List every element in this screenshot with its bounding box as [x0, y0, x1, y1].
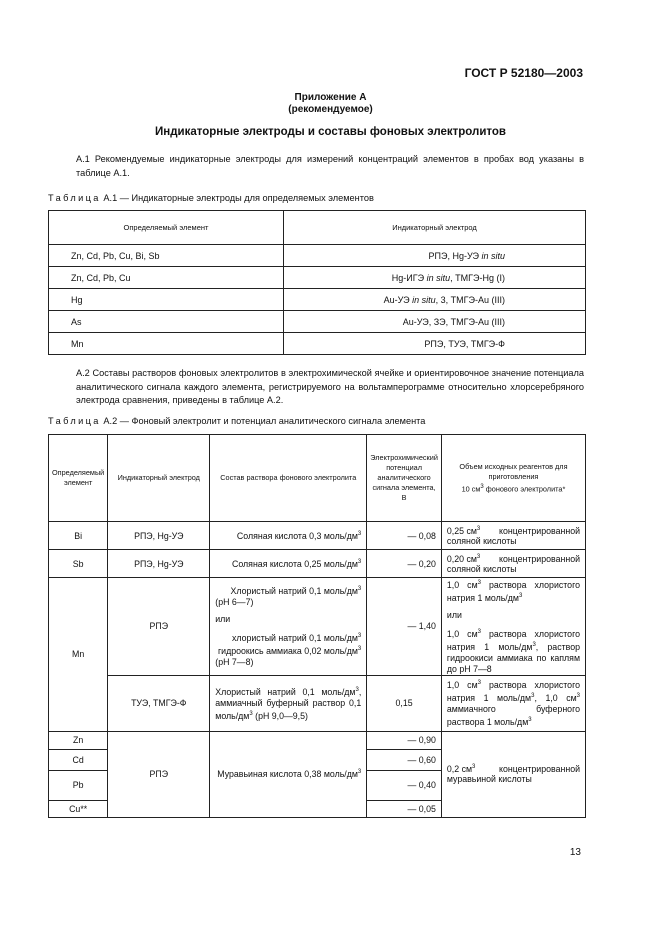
reagent-amount: 0,25 см — [446, 525, 477, 536]
reagent-desc: раствора хлористого натрия 1 моль/дм — [446, 680, 580, 704]
sup: 3 — [357, 558, 362, 565]
reagent-line — [447, 554, 580, 564]
table-cell — [284, 267, 586, 289]
element-cell: Cu** — [49, 800, 108, 817]
electrode-suffix: , ТМГЭ-Hg (I) — [450, 272, 505, 283]
table-header-cell: Определяемый элемент — [49, 211, 284, 245]
reagent-cell — [441, 522, 585, 550]
sup: 3 — [249, 710, 253, 717]
composition-line — [215, 644, 361, 657]
electrode-italic: in situ — [426, 272, 451, 283]
composition-cell — [210, 731, 367, 817]
header-potential: Электрохимический потенциал аналитического сигнала элемента, В — [367, 435, 442, 522]
table-header-row — [49, 211, 586, 245]
table-row — [49, 311, 586, 333]
potential-cell: — 0,40 — [367, 770, 442, 800]
potential-cell: — 0,20 — [367, 550, 442, 578]
header-reagents-a: Объем исходных реагентов для приготовления — [459, 461, 568, 481]
element-cell: Mn — [49, 578, 108, 732]
reagent-cell — [441, 675, 585, 731]
reagent-amount: 1,0 см — [446, 628, 478, 639]
sup: 3 — [576, 693, 580, 700]
sup: 3 — [472, 764, 476, 771]
table-cell: As — [49, 311, 284, 333]
table-cell: Mn — [49, 333, 284, 355]
table2-caption — [48, 416, 425, 426]
table-row — [49, 267, 586, 289]
sup: 3 — [528, 717, 532, 724]
paragraph-a2-text: А.2 Составы растворов фоновых электролитов в электрохимической ячейке и ориентировочное значение потенциала аналитического сигнала каждого элемента, регистрируемого на вольтамперограмме относительно хлорсеребряного электрода сравнения, приведены в таблице А.2. — [76, 368, 584, 405]
sup: 3 — [355, 686, 359, 693]
appendix-status: (рекомендуемое) — [288, 104, 373, 115]
reagent-line — [447, 526, 580, 536]
composition-text: Хлористый натрий 0,1 моль/дм — [230, 586, 358, 597]
composition-ph: (pH 7—8) — [215, 657, 254, 668]
table1-caption — [48, 193, 374, 203]
reagent-word: концентрированной — [499, 525, 580, 536]
table-cell — [284, 289, 586, 311]
composition-text: гидроокись аммиака 0,02 моль/дм — [217, 646, 358, 657]
composition-text: (pH 9,0—9,5) — [252, 710, 308, 721]
header-reagents-c: фонового электролита* — [485, 484, 566, 494]
electrode-cell: РПЭ, Hg-УЭ — [108, 522, 210, 550]
table2-caption-text: А.2 — Фоновый электролит и потенциал аналитического сигнала элемента — [103, 416, 426, 426]
table-cell: Au-УЭ, ЗЭ, ТМГЭ-Au (III) — [284, 311, 586, 333]
element-cell: Cd — [49, 749, 108, 770]
table-cell: Zn, Cd, Pb, Cu, Bi, Sb — [49, 245, 284, 267]
element-cell: Sb — [49, 550, 108, 578]
page-number: 13 — [569, 847, 581, 858]
electrode-italic: in situ — [412, 294, 436, 305]
table2-caption-prefix: Таблица — [48, 416, 101, 426]
table-a2 — [48, 434, 586, 818]
table-header-row — [49, 435, 586, 522]
composition-line — [215, 584, 361, 597]
table-cell: РПЭ, ТУЭ, ТМГЭ-Ф — [284, 333, 586, 355]
sup: 3 — [357, 586, 362, 593]
table-row-mn-1 — [49, 578, 586, 676]
header-reagents-b: 10 см — [461, 484, 481, 494]
electrode-text: РПЭ, Hg-УЭ — [428, 250, 479, 261]
composition-cell — [210, 578, 367, 676]
sup: 3 — [357, 633, 362, 640]
element-cell: Zn — [49, 731, 108, 749]
composition-text: Соляная кислота 0,25 моль/дм — [232, 558, 358, 569]
electrode-cell: РПЭ, Hg-УЭ — [108, 550, 210, 578]
reagent-desc: аммиачного буферного раствора 1 моль/дм — [446, 704, 580, 728]
electrode-italic: in situ — [481, 250, 505, 261]
reagent-amount: 0,20 см — [446, 553, 477, 564]
section-title: Индикаторные электроды и составы фоновых электролитов — [155, 126, 506, 138]
table-cell: Zn, Cd, Pb, Cu — [49, 267, 284, 289]
standard-number: ГОСТ Р 52180—2003 — [464, 66, 583, 80]
reagent-name: соляной кислоты — [446, 563, 517, 574]
table1-caption-prefix: Таблица — [48, 193, 101, 203]
header-electrode: Индикаторный электрод — [108, 435, 210, 522]
composition-ph: (pH 6—7) — [215, 597, 254, 608]
electrode-cell: РПЭ — [108, 578, 210, 676]
reagent-cell — [441, 550, 585, 578]
table-row-sb — [49, 550, 586, 578]
table1-caption-text: А.1 — Индикаторные электроды для определяемых элементов — [103, 193, 374, 203]
sup: 3 — [477, 680, 481, 687]
composition-text: Соляная кислота 0,3 моль/дм — [236, 530, 358, 541]
sup: 3 — [477, 628, 481, 635]
reagent-or: или — [446, 609, 462, 620]
header-composition: Состав раствора фонового электролита — [210, 435, 367, 522]
element-cell: Bi — [49, 522, 108, 550]
sup: 3 — [531, 693, 535, 700]
reagent-name: соляной кислоты — [446, 535, 517, 546]
element-cell: Pb — [49, 770, 108, 800]
reagent-cell — [441, 731, 585, 817]
appendix-title: Приложение А — [294, 92, 367, 103]
potential-cell: — 1,40 — [367, 578, 442, 676]
composition-or: или — [215, 614, 231, 625]
reagent-line — [447, 764, 580, 774]
reagent-text — [447, 627, 580, 675]
header-element: Определяемый элемент — [49, 435, 108, 522]
sup: 3 — [476, 553, 481, 560]
paragraph-a1-text: А.1 Рекомендуемые индикаторные электроды для измерений концентраций элементов в пробах вод указаны в таблице А.1. — [76, 154, 584, 178]
electrode-cell: ТУЭ, ТМГЭ-Ф — [108, 675, 210, 731]
composition-cell — [210, 522, 367, 550]
table-a1 — [48, 210, 586, 355]
reagent-name: муравьиной кислоты — [446, 774, 532, 785]
table-row — [49, 289, 586, 311]
reagent-desc: , 1,0 см — [534, 693, 577, 704]
table-row-zn — [49, 731, 586, 749]
sup: 3 — [357, 530, 362, 537]
sup: 3 — [357, 769, 362, 776]
composition-text: хлористый натрий 0,1 моль/дм — [231, 633, 358, 644]
electrode-text: Hg-ИГЭ — [391, 272, 425, 283]
header-reagents — [441, 435, 585, 522]
sup: 3 — [532, 641, 536, 648]
composition-cell — [210, 550, 367, 578]
table-cell — [284, 245, 586, 267]
reagent-desc: раствора хлористого натрия 1 моль/дм — [446, 628, 580, 652]
composition-cell — [210, 675, 367, 731]
potential-cell: — 0,05 — [367, 800, 442, 817]
reagent-cell — [441, 578, 585, 676]
sup: 3 — [357, 646, 362, 653]
composition-line — [215, 631, 361, 644]
composition-text: Хлористый натрий 0,1 моль/дм — [215, 686, 356, 697]
potential-cell: 0,15 — [367, 675, 442, 731]
potential-cell: — 0,90 — [367, 731, 442, 749]
reagent-word: концентрированной — [499, 553, 580, 564]
reagent-text — [447, 578, 580, 604]
reagent-desc: , раствор гидроокиси аммиака по каплям до pH 7—8 — [446, 641, 580, 674]
reagent-amount: 1,0 см — [446, 579, 478, 590]
reagent-desc: раствора хлористого натрия 1 моль/дм — [446, 579, 580, 603]
potential-cell: — 0,08 — [367, 522, 442, 550]
paragraph-a2 — [58, 367, 584, 408]
reagent-amount: 0,2 см — [446, 764, 473, 775]
table-header-cell: Индикаторный электрод — [284, 211, 586, 245]
electrode-text: Au-УЭ — [383, 294, 410, 305]
sup: 3 — [477, 580, 481, 586]
reagent-amount: 1,0 см — [446, 680, 478, 691]
table-row-mn-2 — [49, 675, 586, 731]
composition-text: Муравьиная кислота 0,38 моль/дм — [217, 769, 358, 780]
table-row — [49, 333, 586, 355]
composition-text: , аммиачный буферный раствор 0,1 моль/дм — [215, 686, 362, 721]
electrode-cell: РПЭ — [108, 731, 210, 817]
table-cell: Hg — [49, 289, 284, 311]
paragraph-a1 — [58, 153, 584, 180]
electrode-suffix: , 3, ТМГЭ-Au (III) — [435, 294, 505, 305]
table-row — [49, 245, 586, 267]
reagent-word: концентрированной — [499, 764, 580, 775]
sup: 3 — [518, 592, 523, 599]
potential-cell: — 0,60 — [367, 749, 442, 770]
table-row-bi — [49, 522, 586, 550]
sup: 3 — [476, 525, 481, 532]
sup: 3 — [480, 483, 484, 490]
